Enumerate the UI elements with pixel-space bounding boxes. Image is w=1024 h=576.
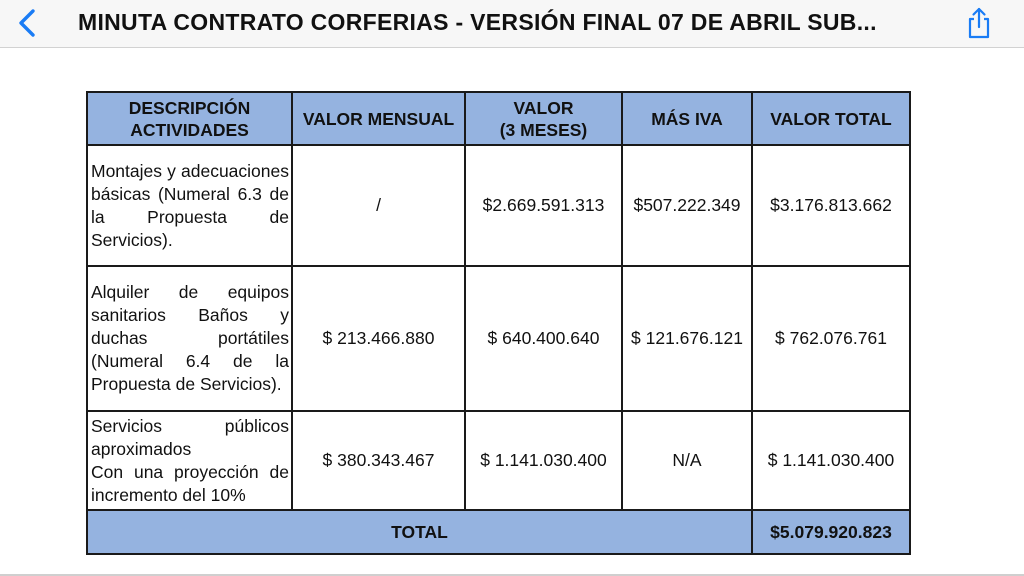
- navigation-bar: [0, 0, 1024, 48]
- row-valor-total: $3.176.813.662: [752, 145, 910, 266]
- row-valor-3-meses: $2.669.591.313: [465, 145, 622, 266]
- share-button[interactable]: [964, 6, 994, 40]
- table-row: [87, 266, 910, 411]
- row-valor-mensual: $ 380.343.467: [292, 411, 465, 510]
- row-mas-iva: $507.222.349: [622, 145, 752, 266]
- header-descripcion-line1: DESCRIPCIÓN: [128, 97, 251, 118]
- row-valor-3-meses: $ 640.400.640: [465, 266, 622, 411]
- header-valor-line2: (3 MESES): [499, 119, 588, 140]
- row-description: Montajes y adecuaciones básicas (Numeral 6.3 de la Propuesta de Servicios).: [87, 145, 292, 266]
- row-description: Alquiler de equipos sanitarios Baños y duchas portátiles (Numeral 6.4 de la Propuesta de Servicios).: [87, 266, 292, 411]
- header-valor-3-meses: [465, 92, 622, 145]
- document-title: MINUTA CONTRATO CORFERIAS - VERSIÓN FINAL 07 DE ABRIL SUB...: [78, 9, 877, 35]
- table-row: [87, 411, 910, 510]
- total-label: TOTAL: [87, 510, 752, 554]
- share-icon: [964, 6, 994, 40]
- row-valor-total: $ 1.141.030.400: [752, 411, 910, 510]
- cost-table: [86, 91, 911, 555]
- table-row: [87, 145, 910, 266]
- chevron-left-icon: [14, 8, 42, 38]
- row-description-line1: Servicios públicos aproximados: [91, 415, 289, 459]
- total-value: $5.079.920.823: [752, 510, 910, 554]
- document-page: [0, 48, 1024, 576]
- header-descripcion-line2: ACTIVIDADES: [130, 119, 249, 140]
- row-valor-total: $ 762.076.761: [752, 266, 910, 411]
- header-valor-total: VALOR TOTAL: [752, 92, 910, 145]
- row-valor-mensual: $ 213.466.880: [292, 266, 465, 411]
- row-mas-iva: $ 121.676.121: [622, 266, 752, 411]
- header-valor-line1: VALOR: [513, 97, 574, 118]
- row-description-line2: Con una proyección de incremento del 10%: [91, 461, 289, 505]
- row-valor-3-meses: $ 1.141.030.400: [465, 411, 622, 510]
- header-mas-iva: MÁS IVA: [622, 92, 752, 145]
- back-button[interactable]: [14, 8, 42, 38]
- header-valor-mensual: VALOR MENSUAL: [292, 92, 465, 145]
- row-description: [87, 411, 292, 510]
- total-row: [87, 510, 910, 554]
- row-valor-mensual: /: [292, 145, 465, 266]
- header-descripcion: [87, 92, 292, 145]
- row-mas-iva: N/A: [622, 411, 752, 510]
- table-header-row: [87, 92, 910, 145]
